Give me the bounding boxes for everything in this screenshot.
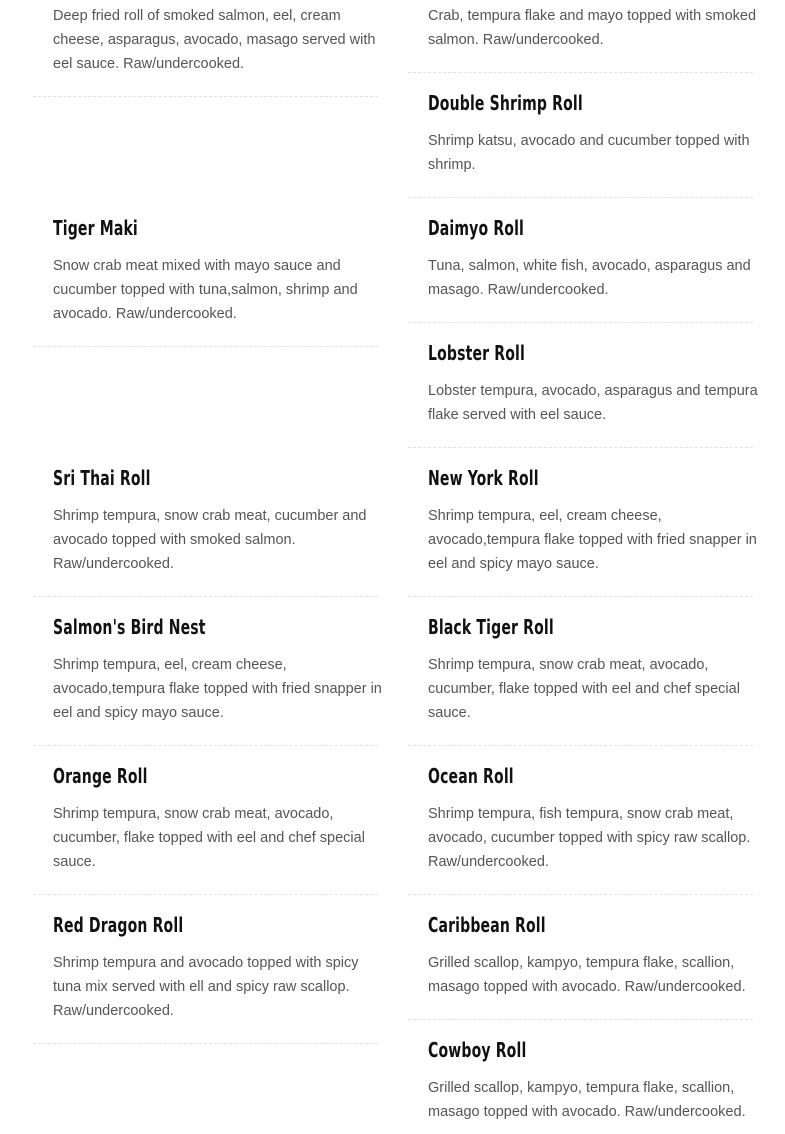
menu-item-description: Shrimp tempura, snow crab meat, cucumber and avocado topped with smoked salmon. Raw/undercooked. [53,508,367,572]
menu-item-description: Grilled scallop, kampyo, tempura flake, scallion, masago topped with avocado. Raw/undercooked. [428,955,746,995]
menu-item [408,597,753,746]
menu-item [33,895,378,1044]
menu-item-name: Caribbean Roll [428,913,546,937]
menu-item-name: Ocean Roll [428,764,514,788]
menu-item-description: Shrimp tempura, eel, cream cheese, avocado,tempura flake topped with fried snapper in eel and spicy mayo sauce. [428,508,757,572]
menu-item [408,1020,753,1134]
menu-item-description: Deep fried roll of smoked salmon, eel, cream cheese, asparagus, avocado, masago served with eel sauce. Raw/undercooked. [53,8,376,72]
menu-item-description: Shrimp tempura, fish tempura, snow crab meat, avocado, cucumber topped with spicy raw scallop. Raw/undercooked. [428,806,751,870]
menu-item-description: Grilled scallop, kampyo, tempura flake, scallion, masago topped with avocado. Raw/undercooked. [428,1080,746,1120]
menu-item-name: Salmon's Bird Nest [53,615,206,639]
menu-item [33,597,382,746]
menu-item-description: Shrimp tempura, snow crab meat, avocado, cucumber, flake topped with eel and chef special sauce. [53,806,365,870]
menu-item [408,746,753,895]
menu-item [33,448,378,597]
menu-item [408,0,757,73]
menu-item-name: Double Shrimp Roll [428,91,583,115]
menu-item-name: Orange Roll [53,764,148,788]
menu-item-description: Shrimp tempura and avocado topped with spicy tuna mix served with ell and spicy raw scallop. Raw/undercooked. [53,955,359,1019]
menu-item-description: Shrimp katsu, avocado and cucumber topped with shrimp. [428,133,750,173]
menu-item-name: Black Tiger Roll [428,615,554,639]
menu-item [408,448,757,597]
menu-item [33,746,378,895]
menu-item-name: Daimyo Roll [428,216,525,240]
menu-item-description: Lobster tempura, avocado, asparagus and tempura flake served with eel sauce. [428,383,758,423]
menu-item-description: Tuna, salmon, white fish, avocado, asparagus and masago. Raw/undercooked. [428,258,751,298]
menu-item-name: Cowboy Roll [428,1038,527,1062]
menu-item-name: Lobster Roll [428,341,525,365]
menu-item [408,73,753,198]
menu-item [408,895,753,1020]
menu-item-name: Red Dragon Roll [53,913,184,937]
menu-item-name: New York Roll [428,466,539,490]
menu-item-name: Tiger Maki [53,216,138,240]
menu-item-description: Snow crab meat mixed with mayo sauce and cucumber topped with tuna,salmon, shrimp and avocado. Raw/undercooked. [53,258,358,322]
menu-item [408,323,758,448]
menu-item-description: Shrimp tempura, eel, cream cheese, avocado,tempura flake topped with fried snapper in eel and spicy mayo sauce. [53,657,382,721]
menu-item-description: Shrimp tempura, snow crab meat, avocado, cucumber, flake topped with eel and chef special sauce. [428,657,740,721]
menu-item [408,198,753,323]
menu-item-description: Crab, tempura flake and mayo topped with smoked salmon. Raw/undercooked. [428,8,757,48]
menu-item [33,198,378,347]
menu-item [33,0,378,97]
menu-item-name: Sri Thai Roll [53,466,151,490]
